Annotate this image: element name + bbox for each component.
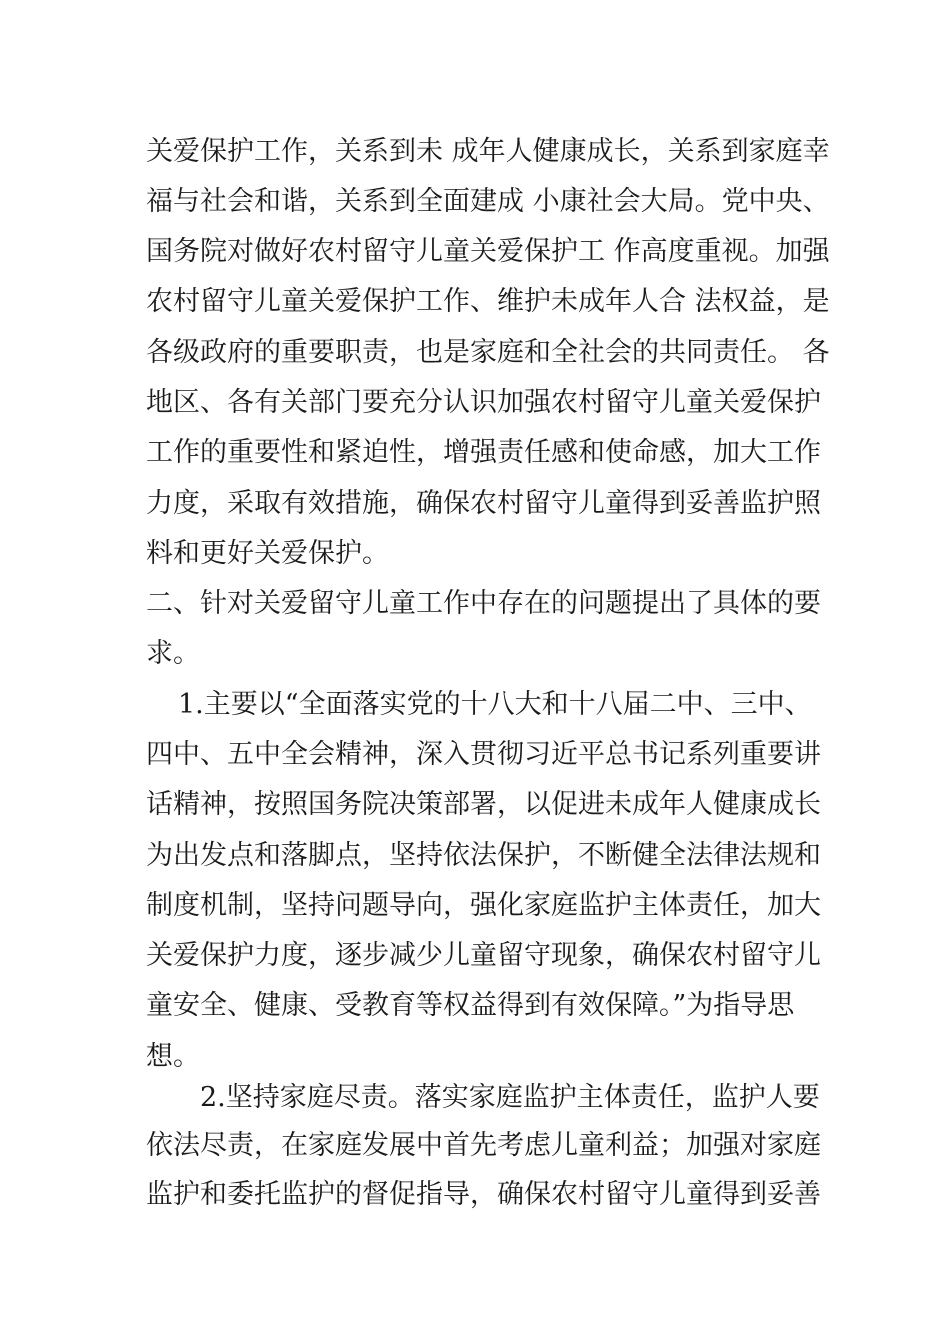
text-line: 制度机制，坚持问题导向，强化家庭监护主体责任，加大 bbox=[146, 890, 821, 921]
text-line: 想。 bbox=[146, 1041, 200, 1072]
text-line: 国务院对做好农村留守儿童关爱保护工 作高度重视。加强 bbox=[146, 236, 830, 267]
text-line: 各级政府的重要职责，也是家庭和全社会的共同责任。 各 bbox=[146, 337, 830, 368]
text-line: 为出发点和落脚点，坚持依法保护，不断健全法律法规和 bbox=[146, 840, 821, 871]
text-line: 童安全、健康、受教育等权益得到有效保障。”为指导思 bbox=[146, 990, 795, 1021]
text-line: 工作的重要性和紧迫性，增强责任感和使命感，加大工作 bbox=[146, 437, 821, 468]
item-2-first-line: 2.坚持家庭尽责。落实家庭监护主体责任，监护人要 bbox=[200, 1082, 820, 1113]
text-line: 福与社会和谐，关系到全面建成 小康社会大局。党中央、 bbox=[146, 186, 830, 217]
text-line: 监护和委托监护的督促指导，确保农村留守儿童得到妥善 bbox=[146, 1179, 821, 1210]
text-line: 力度，采取有效措施，确保农村留守儿童得到妥善监护照 bbox=[146, 488, 821, 519]
item-1-first-line: 1.主要以“全面落实党的十八大和十八届二中、三中、 bbox=[178, 689, 812, 720]
section-heading: 二、针对关爱留守儿童工作中存在的问题提出了具体的要 bbox=[146, 588, 821, 619]
text-line: 料和更好关爱保护。 bbox=[146, 538, 389, 569]
text-line: 四中、五中全会精神，深入贯彻习近平总书记系列重要讲 bbox=[146, 739, 821, 770]
text-line: 关爱保护工作，关系到未 成年人健康成长，关系到家庭幸 bbox=[146, 136, 830, 167]
text-line: 关爱保护力度，逐步减少儿童留守现象，确保农村留守儿 bbox=[146, 940, 821, 971]
text-line: 农村留守儿童关爱保护工作、维护未成年人合 法权益，是 bbox=[146, 286, 830, 317]
text-line: 地区、各有关部门要充分认识加强农村留守儿童关爱保护 bbox=[146, 387, 821, 418]
text-line: 话精神，按照国务院决策部署，以促进未成年人健康成长 bbox=[146, 789, 821, 820]
text-line: 依法尽责，在家庭发展中首先考虑儿童利益；加强对家庭 bbox=[146, 1130, 821, 1161]
section-heading-end: 求。 bbox=[146, 638, 200, 669]
